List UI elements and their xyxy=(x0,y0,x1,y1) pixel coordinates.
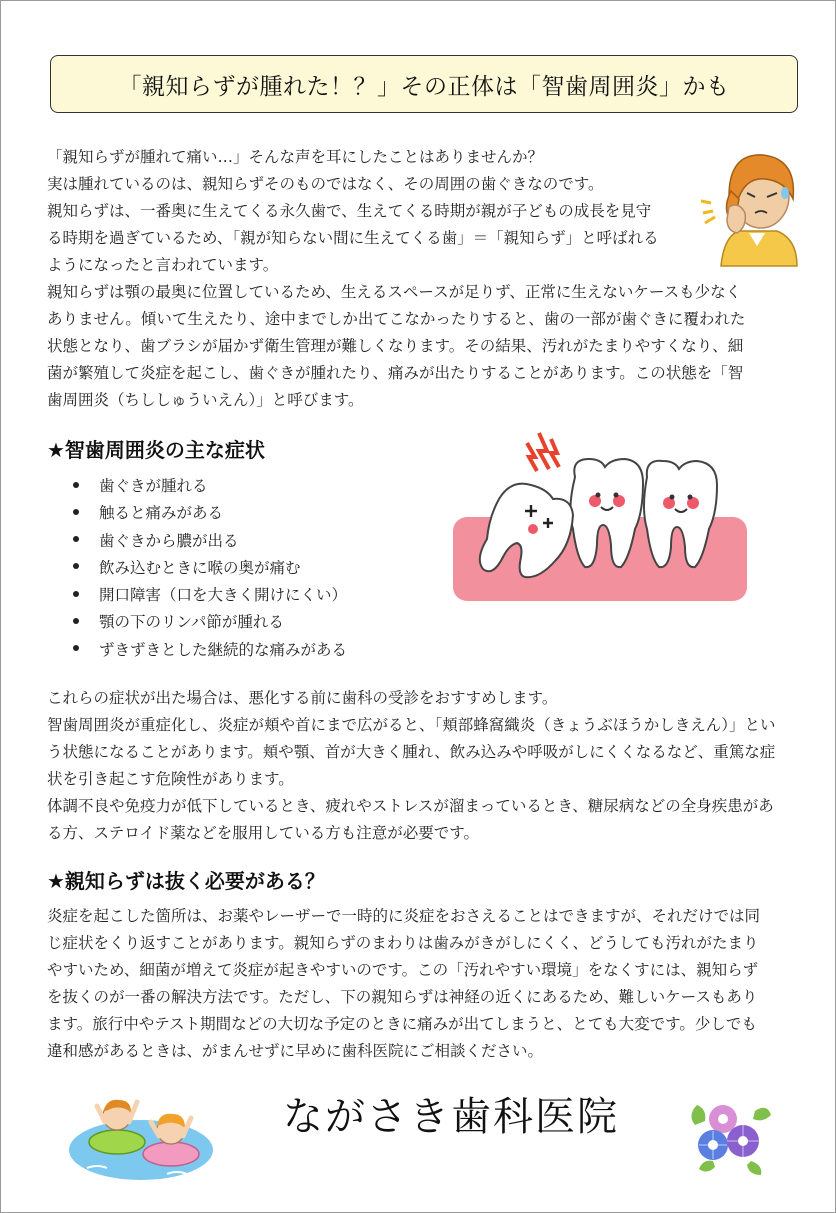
extraction-line: 炎症を起こした箇所は、お薬やレーザーで一時的に炎症をおさえることはできますが、それだけでは同 xyxy=(47,907,761,925)
extraction-line: 違和感があるときは、がまんせずに早めに歯科医院にご相談ください。 xyxy=(47,1042,544,1060)
symptoms-list xyxy=(73,473,347,664)
intro-text xyxy=(47,144,745,414)
list-item: ずきずきとした継続的な痛みがある xyxy=(73,637,347,664)
list-item: 開口障害（口を大きく開けにくい） xyxy=(73,582,347,609)
middle-line: これらの症状が出た場合は、悪化する前に歯科の受診をおすすめします。 xyxy=(47,689,558,707)
extraction-line: じ症状をくり返すことがあります。親知らずのまわりは歯みがきがしにくく、どうしても汚れがたまり xyxy=(47,934,759,952)
middle-text xyxy=(47,685,776,847)
intro-line: ありません。傾いて生えたり、途中までしか出てこなかったりすると、歯の一部が歯ぐきに覆われた xyxy=(47,310,746,328)
wisdom-tooth-illustration xyxy=(451,429,751,604)
intro-line: 歯周囲炎（ちししゅういえん）」と呼びます。 xyxy=(47,391,364,409)
middle-line: 智歯周囲炎が重症化し、炎症が頬や首にまで広がると、「頬部蜂窩織炎（きょうぶほうかしきえん）」とい xyxy=(47,716,776,734)
morning-glory-icon xyxy=(685,1095,773,1177)
extraction-text xyxy=(47,903,760,1065)
middle-line: 状を引き起こす危険性があります。 xyxy=(47,770,294,788)
list-item: 飲み込むときに喉の奥が痛む xyxy=(73,555,347,582)
extraction-line: ます。旅行中やテスト期間などの大切な予定のときに痛みが出てしまうと、とても大変です。少しでも xyxy=(47,1015,757,1033)
list-item: 歯ぐきが腫れる xyxy=(73,473,347,500)
kids-swimming-icon xyxy=(67,1086,217,1186)
extraction-heading: ★親知らずは抜く必要がある？ xyxy=(47,869,325,893)
middle-line: 体調不良や免疫力が低下しているとき、疲れやストレスが溜まっているとき、糖尿病などの全身疾患があ xyxy=(47,797,774,815)
intro-line: 「親知らずが腫れて痛い…」そんな声を耳にしたことはありませんか？ xyxy=(47,148,544,166)
page-title: 「親知らずが腫れた！？」その正体は「智歯周囲炎」かも xyxy=(50,55,798,113)
list-item: 触ると痛みがある xyxy=(73,500,347,527)
intro-line: 実は腫れているのは、親知らずそのものではなく、その周囲の歯ぐきなのです。 xyxy=(47,175,604,193)
intro-line: ようになったと言われています。 xyxy=(47,256,279,274)
list-item: 歯ぐきから膿が出る xyxy=(73,528,347,555)
list-item: 顎の下のリンパ節が腫れる xyxy=(73,609,347,636)
extraction-line: やすいため、細菌が増えて炎症が起きやすいのです。この「汚れやすい環境」をなくすには、親知らず xyxy=(47,961,759,979)
symptoms-heading: ★智歯周囲炎の主な症状 xyxy=(47,438,265,462)
extraction-line: を抜くのが一番の解決方法です。ただし、下の親知らずは神経の近くにあるため、難しいケースもあり xyxy=(47,988,758,1006)
intro-line: 状態となり、歯ブラシが届かず衛生管理が難しくなります。その結果、汚れがたまりやすくなり、細 xyxy=(47,337,744,355)
middle-line: る方、ステロイド薬などを服用している方も注意が必要です。 xyxy=(47,824,479,842)
intro-line: 菌が繁殖して炎症を起こし、歯ぐきが腫れたり、痛みが出たりすることがあります。この状態を「智 xyxy=(47,364,744,382)
middle-line: う状態になることがあります。頬や顎、首が大きく腫れ、飲み込みや呼吸がしにくくなるなど、重篤な症 xyxy=(47,743,776,761)
clinic-name: ながさき歯科医院 xyxy=(283,1094,619,1140)
intro-line: 親知らずは顎の最奥に位置しているため、生えるスペースが足りず、正常に生えないケースも少なく xyxy=(47,283,742,301)
intro-line: 親知らずは、一番奥に生えてくる永久歯で、生えてくる時期が親が子どもの成長を見守 xyxy=(47,202,652,220)
intro-line: る時期を過ぎているため、「親が知らない間に生えてくる歯」＝「親知らず」と呼ばれる xyxy=(47,229,659,247)
